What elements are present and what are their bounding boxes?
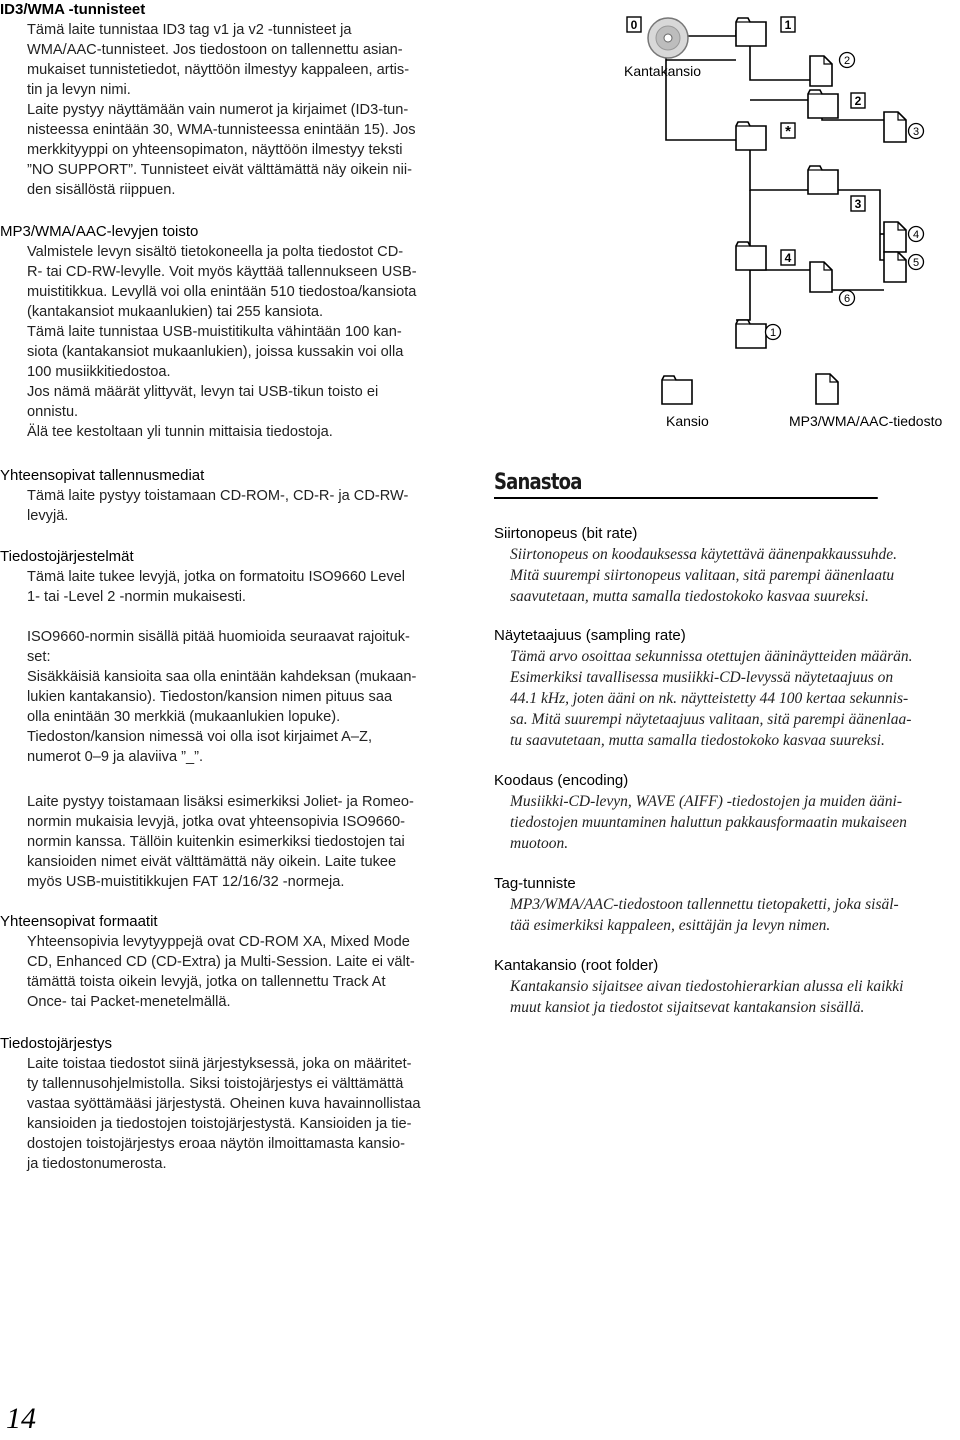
- box-label-2: 2: [854, 94, 862, 108]
- box-label-star: *: [785, 123, 791, 140]
- file-legend-label: MP3/WMA/AAC-tiedosto: [789, 413, 943, 429]
- file-icon: [884, 252, 906, 282]
- file-legend-icon: [816, 374, 838, 404]
- formats-section: [0, 912, 480, 1012]
- fs-body: Tämä laite tukee levyjä, jotka on formatoitu ISO9660 Level 1- tai -Level 2 -normin mukaisesti.: [27, 569, 406, 605]
- glossary-definition: Tämä arvo osoittaa sekunnissa otettujen ääninäytteiden määrän. Esimerkiksi tavallisessa musiikki-CD-levyssä näytetaajuus on 44.1 kHz, joten ääni on nk. näytteistetty 44 100 kertaa sekunnis- sa. Mitä suurempi näytetaajuus valitaan, sitä parempi äänenlaa- tu saavutetaan, mutta samalla tiedostokoko kasvaa suureksi.: [510, 648, 913, 749]
- file-icon: [884, 222, 906, 252]
- box-label-1: 1: [784, 18, 792, 32]
- circle-label-3: 3: [912, 126, 920, 138]
- glossary-entry: [494, 874, 960, 936]
- circle-label-1: 1: [769, 327, 777, 339]
- circle-label-6: 6: [843, 293, 851, 305]
- glossary-term: Kantakansio (root folder): [494, 957, 659, 974]
- order-heading: Tiedostojärjestys: [0, 1035, 112, 1052]
- fs-body2: ISO9660-normin sisällä pitää huomioida seuraavat rajoituk- set: Sisäkkäisiä kansioita saa olla enintään kahdeksan (mukaan- lukien kantakansio). Tiedoston/kansion nimen pituus saa olla enintään 30 merkkiä (mukaanlukien lopuke). Tiedoston/kansion nimessä voi olla isot kirjaimet A–Z, numerot 0–9 ja alaviiva ”_”.: [27, 629, 417, 765]
- folder-icon: [736, 242, 766, 270]
- glossary-term: Näytetaajuus (sampling rate): [494, 627, 686, 644]
- media-body: Tämä laite pystyy toistamaan CD-ROM-, CD-R- ja CD-RW- levyjä.: [27, 488, 409, 524]
- fs-restrictions: [0, 627, 480, 767]
- glossary-term: Tag-tunniste: [494, 875, 576, 892]
- circle-label-2: 2: [843, 55, 851, 67]
- root-folder-label: Kantakansio: [624, 63, 702, 79]
- glossary-title: Sanastoa: [494, 470, 878, 499]
- folder-hierarchy-diagram: [600, 0, 960, 440]
- file-icon: [810, 262, 832, 292]
- circle-label-4: 4: [912, 229, 920, 241]
- mp3-section: [0, 222, 480, 442]
- mp3-heading: MP3/WMA/AAC-levyjen toisto: [0, 223, 199, 240]
- file-icon: [884, 112, 906, 142]
- formats-body: Yhteensopivia levytyyppejä ovat CD-ROM XA, Mixed Mode CD, Enhanced CD (CD-Extra) ja Multi-Session. Laite ei vält- tämättä toista oikein levyjä, jotka on tallennettu Track At Once- tai Packet-menetelmällä.: [27, 934, 415, 1010]
- box-label-0: 0: [630, 18, 638, 32]
- folder-icon: [736, 122, 766, 150]
- folder-icon: [736, 320, 766, 348]
- file-icon: [810, 56, 832, 86]
- box-label-4: 4: [784, 251, 792, 265]
- order-section: [0, 1034, 480, 1174]
- glossary-entry: [494, 956, 960, 1018]
- circle-label-5: 5: [912, 257, 920, 269]
- glossary-term: Koodaus (encoding): [494, 772, 629, 789]
- fs-section: [0, 547, 480, 607]
- formats-heading: Yhteensopivat formaatit: [0, 913, 158, 930]
- mp3-body: Valmistele levyn sisältö tietokoneella ja polta tiedostot CD- R- tai CD-RW-levylle. Voit myös käyttää tallennukseen USB- muistitikkua. Levyllä voi olla enintään 510 tiedostoa/kansiota (kantakansiot mukaanlukien) tai 255 kansiota. Tämä laite tunnistaa USB-muistitikulta vähintään 100 kan- siota (kantakansiot mukaanlukien), joissa kussakin voi olla 100 musiikkitiedostoa. Jos nämä määrät ylittyvät, levyn tai USB-tikun toisto ei onnistu. Älä tee kestoltaan yli tunnin mittaisia tiedostoja.: [27, 244, 417, 440]
- folder-legend-label: Kansio: [666, 413, 709, 429]
- fs-heading: Tiedostojärjestelmät: [0, 548, 134, 565]
- id3-heading: ID3/WMA -tunnisteet: [0, 1, 146, 18]
- glossary-entry: [494, 771, 960, 854]
- folder-legend-icon: [662, 376, 692, 404]
- glossary-definition: Kantakansio sijaitsee aivan tiedostohierarkian alussa eli kaikki muut kansiot ja tiedostot sijaitsevat kantakansion sisällä.: [510, 978, 904, 1016]
- glossary-definition: MP3/WMA/AAC-tiedostoon tallennettu tietopaketti, joka sisäl- tää esimerkiksi kappaleen, esittäjän ja levyn nimen.: [510, 896, 899, 934]
- id3-body: Tämä laite tunnistaa ID3 tag v1 ja v2 -tunnisteet ja WMA/AAC-tunnisteet. Jos tiedostoon on tallennettu asian- mukaiset tunnistetiedot, näyttöön ilmestyy kappaleen, artis- tin ja levyn nimi. Laite pystyy näyttämään vain numerot ja kirjaimet (ID3-tun- nisteessa enintään 30, WMA-tunnisteessa enintään 15). Jos merkkityyppi on yhteensopimaton, näyttöön ilmestyy teksti ”NO SUPPORT”. Tunnisteet eivät välttämättä näy oikein nii- den sisällöstä riippuen.: [27, 22, 416, 198]
- box-label-3: 3: [854, 197, 862, 211]
- glossary-term: Siirtonopeus (bit rate): [494, 525, 638, 542]
- page-number: 14: [6, 1402, 36, 1435]
- fs-body3: Laite pystyy toistamaan lisäksi esimerkiksi Joliet- ja Romeo- normin mukaisia levyjä, jotka ovat yhteensopivia ISO9660- normin kanssa. Tällöin kuitenkin esimerkiksi tiedostojen tai kansioiden nimet eivät välttämättä näy oikein. Laite tukee myös USB-muistitikkujen FAT 12/16/32 -normeja.: [27, 794, 414, 890]
- glossary-entry: [494, 524, 960, 607]
- media-section: [0, 466, 480, 526]
- id3-section: [0, 0, 480, 200]
- glossary-entry: [494, 626, 960, 751]
- glossary-definition: Musiikki-CD-levyn, WAVE (AIFF) -tiedostojen ja muiden ääni- tiedostojen muuntaminen haluttun pakkausformaatin mukaiseen muotoon.: [510, 793, 907, 852]
- order-body: Laite toistaa tiedostot siinä järjestyksessä, joka on määritet- ty tallennusohjelmistolla. Siksi toistojärjestys ei välttämättä vastaa syöttämääsi järjestystä. Oheinen kuva havainnollistaa kansioiden ja tiedostojen toistojärjestystä. Kansioiden ja tie- dostojen toistojärjestys eroaa näytön ilmoittamasta kansio- ja tiedostonumerosta.: [27, 1056, 421, 1172]
- folder-icon: [808, 166, 838, 194]
- folder-icon: [736, 18, 766, 46]
- media-heading: Yhteensopivat tallennusmediat: [0, 467, 205, 484]
- glossary-definition: Siirtonopeus on koodauksessa käytettävä äänenpakkaussuhde. Mitä suurempi siirtonopeus valitaan, sitä parempi äänenlaatu saavutetaan, mutta samalla tiedostokoko kasvaa suureksi.: [510, 546, 897, 605]
- fs-joliet: [0, 792, 480, 892]
- root-disc-icon: [648, 18, 688, 58]
- folder-icon: [808, 90, 838, 118]
